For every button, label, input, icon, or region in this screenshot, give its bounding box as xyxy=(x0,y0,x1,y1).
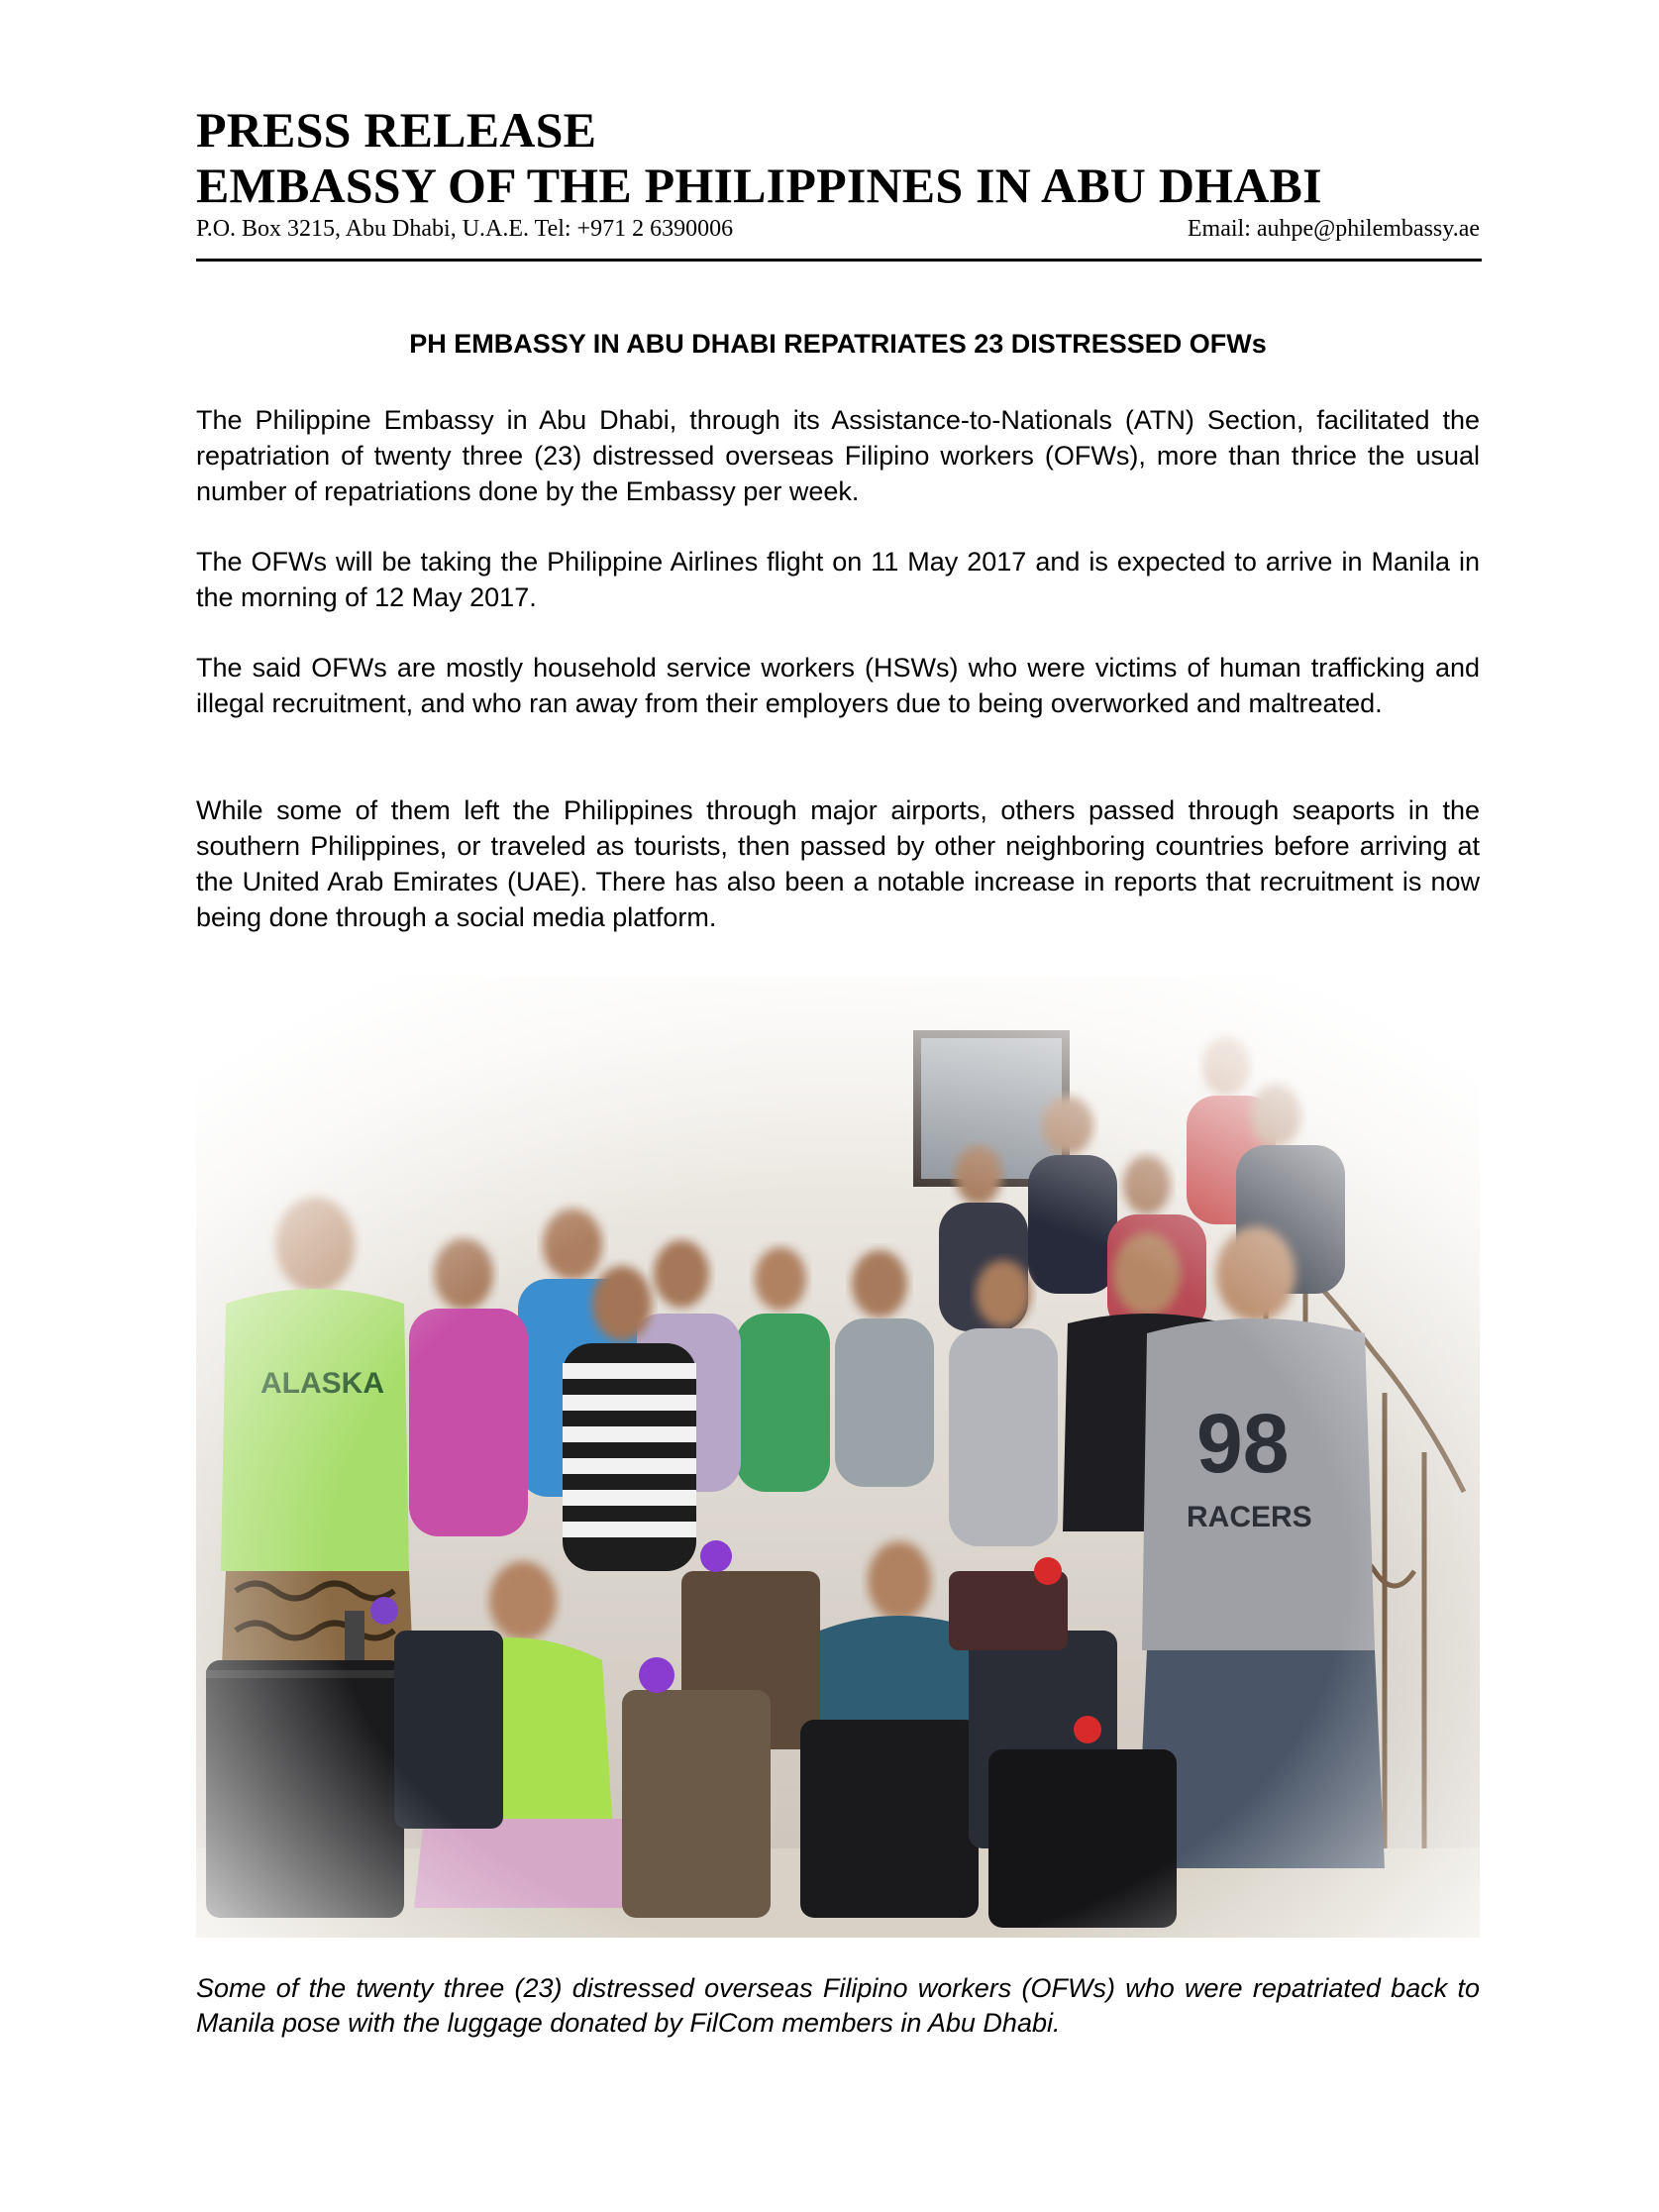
photo-caption: Some of the twenty three (23) distressed overseas Filipino workers (OFWs) who were repatriated back to Manila pose with the luggage donated by FilCom members in Abu Dhabi. xyxy=(196,1973,1480,2038)
photo-vignette xyxy=(196,977,1480,1938)
letterhead-embassy-name: EMBASSY OF THE PHILIPPINES IN ABU DHABI xyxy=(196,158,1322,213)
headline: PH EMBASSY IN ABU DHABI REPATRIATES 23 DISTRESSED OFWs xyxy=(409,329,1267,359)
letterhead-contact-line xyxy=(196,214,1480,244)
letterhead-email: Email: auhpe@philembassy.ae xyxy=(1187,216,1480,242)
letterhead xyxy=(196,102,1480,244)
body-paragraph: The said OFWs are mostly household service workers (HSWs) who were victims of human trafficking and illegal recruitment, and who ran away from their employers due to being overworked and maltreated. xyxy=(196,653,1480,718)
letterhead-address: P.O. Box 3215, Abu Dhabi, U.A.E. Tel: +971 2 6390006 xyxy=(196,216,734,242)
letterhead-title: PRESS RELEASE xyxy=(196,102,597,158)
group-photo xyxy=(196,977,1480,1938)
letterhead-divider xyxy=(196,259,1482,262)
body-paragraph: The OFWs will be taking the Philippine Airlines flight on 11 May 2017 and is expected to arrive in Manila in the morning of 12 May 2017. xyxy=(196,547,1480,612)
body-paragraph: The Philippine Embassy in Abu Dhabi, through its Assistance-to-Nationals (ATN) Section, facilitated the repatriation of twenty three (23) distressed overseas Filipino workers (OFWs), more than thrice the usual number of repatriations done by the Embassy per week. xyxy=(196,405,1480,506)
body-paragraph: While some of them left the Philippines through major airports, others passed through seaports in the southern Philippines, or traveled as tourists, then passed by other neighboring countries before arriving at the United Arab Emirates (UAE). There has also been a notable increase in reports that recruitment is now being done through a social media platform. xyxy=(196,795,1480,932)
